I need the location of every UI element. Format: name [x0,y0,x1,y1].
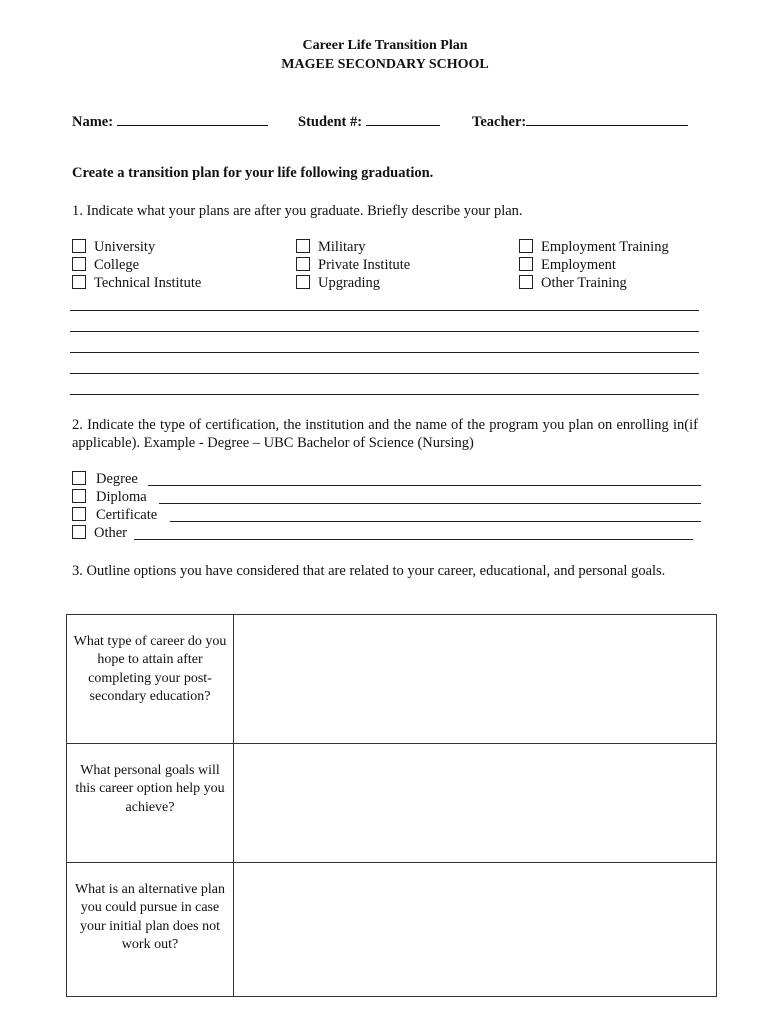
intro-heading: Create a transition plan for your life following graduation. [72,165,434,181]
option-label: Private Institute [318,257,411,273]
checkbox-university[interactable] [72,239,86,253]
option-label: Technical Institute [94,275,202,291]
certification-label: Other [94,525,128,541]
option-label: College [94,257,140,273]
checkbox-diploma[interactable] [72,489,86,503]
certification-row-certificate[interactable] [72,506,701,524]
personal-goals-question-cell: What personal goals will this career option help you achieve? [67,744,234,863]
option-upgrading[interactable] [296,274,410,292]
checkbox-college[interactable] [72,257,86,271]
option-employment-training[interactable] [519,238,669,256]
school-name: MAGEE SECONDARY SCHOOL [281,57,489,72]
other-answer-line[interactable] [134,539,693,540]
table-row [67,744,717,863]
student-number-input-line[interactable] [366,111,440,126]
career-answer-cell[interactable] [234,615,717,744]
option-label: Employment Training [541,239,669,255]
question-2-text: 2. Indicate the type of certification, the institution and the name of the program you plan on enrolling in(if applicable). Example - Degree – UBC Bachelor of Science (Nursing) [72,417,698,451]
personal-goals-answer-cell[interactable] [234,744,717,863]
checkbox-degree[interactable] [72,471,86,485]
alternative-plan-answer-cell[interactable] [234,863,717,997]
table-row [67,863,717,997]
checkbox-military[interactable] [296,239,310,253]
answer-line[interactable] [70,331,699,332]
answer-line[interactable] [70,373,699,374]
teacher-field-row [472,111,688,131]
option-label: University [94,239,156,255]
certification-label: Certificate [96,507,158,523]
teacher-input-line[interactable] [526,111,688,126]
q1-options-column-1 [72,238,201,292]
certificate-answer-line[interactable] [170,521,701,522]
q1-options-column-2 [296,238,410,292]
diploma-answer-line[interactable] [159,503,701,504]
option-private-institute[interactable] [296,256,410,274]
option-label: Other Training [541,275,627,291]
question-1-text: 1. Indicate what your plans are after you graduate. Briefly describe your plan. [72,203,523,219]
checkbox-certificate[interactable] [72,507,86,521]
question-3-text: 3. Outline options you have considered that are related to your career, educational, and personal goals. [72,563,666,579]
certification-label: Diploma [96,489,147,505]
checkbox-other-training[interactable] [519,275,533,289]
name-label: Name: [72,114,114,130]
checkbox-employment-training[interactable] [519,239,533,253]
option-university[interactable] [72,238,201,256]
option-label: Employment [541,257,616,273]
checkbox-employment[interactable] [519,257,533,271]
answer-line[interactable] [70,352,699,353]
goals-table [66,614,717,997]
certification-row-diploma[interactable] [72,488,701,506]
alternative-plan-question-cell: What is an alternative plan you could pursue in case your initial plan does not work out? [67,863,234,997]
certification-row-degree[interactable] [72,470,701,488]
degree-answer-line[interactable] [148,485,701,486]
teacher-label: Teacher: [472,114,527,130]
checkbox-private-institute[interactable] [296,257,310,271]
answer-line[interactable] [70,394,699,395]
option-military[interactable] [296,238,410,256]
certification-row-other[interactable] [72,524,693,542]
option-technical-institute[interactable] [72,274,201,292]
checkbox-other[interactable] [72,525,86,539]
option-employment[interactable] [519,256,669,274]
student-field-row [298,111,440,131]
student-number-label: Student #: [298,114,363,130]
option-label: Military [318,239,366,255]
option-label: Upgrading [318,275,381,291]
checkbox-upgrading[interactable] [296,275,310,289]
table-row [67,615,717,744]
option-other-training[interactable] [519,274,669,292]
q1-options-column-3 [519,238,669,292]
name-field-row [72,111,268,131]
name-input-line[interactable] [117,111,268,126]
certification-label: Degree [96,471,138,487]
checkbox-technical-institute[interactable] [72,275,86,289]
option-college[interactable] [72,256,201,274]
document-title: Career Life Transition Plan [302,38,468,53]
answer-line[interactable] [70,310,699,311]
career-question-cell: What type of career do you hope to attain after completing your post-secondary education? [67,615,234,744]
